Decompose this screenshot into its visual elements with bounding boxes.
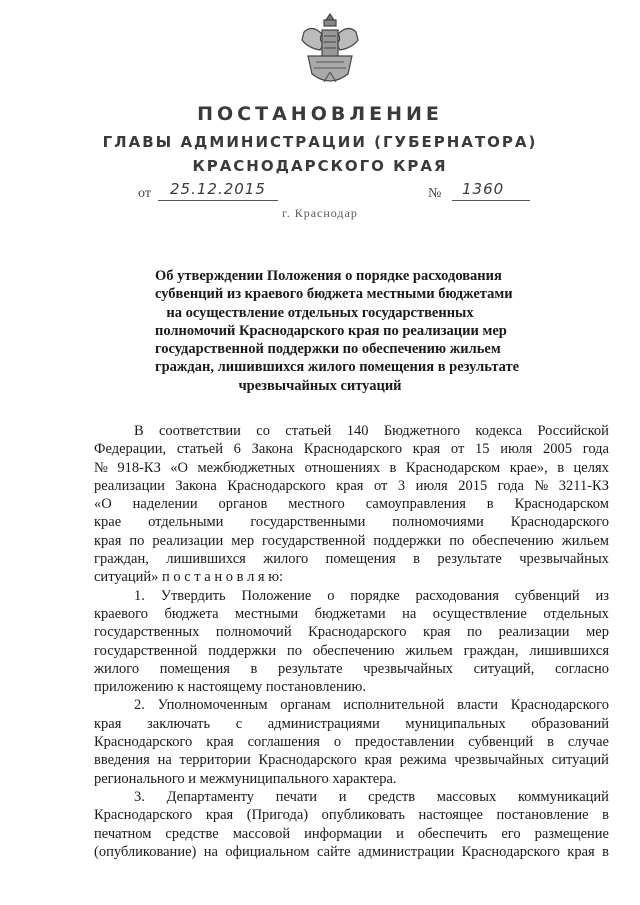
coat-of-arms-emblem bbox=[294, 10, 366, 92]
body-word: № bbox=[94, 459, 108, 476]
body-word: Уполномоченным bbox=[157, 697, 268, 714]
body-word: 3211-КЗ bbox=[558, 477, 609, 494]
title-line: полномочий Краснодарского края по реализации мер bbox=[155, 322, 507, 339]
body-line bbox=[94, 587, 609, 605]
body-word: июля bbox=[500, 441, 533, 458]
body-word: 3. bbox=[134, 788, 145, 805]
body-word: на bbox=[157, 752, 172, 769]
body-word: Утвердить bbox=[160, 587, 226, 604]
body-word: с bbox=[235, 715, 243, 732]
body-word: «О bbox=[94, 496, 112, 513]
issuing-authority-line1: ГЛАВЫ АДМИНИСТРАЦИИ (ГУБЕРНАТОРА) bbox=[102, 133, 538, 151]
body-word: края bbox=[94, 532, 122, 549]
body-word: реализации bbox=[94, 477, 165, 494]
body-line bbox=[94, 495, 609, 513]
body-word: жилого bbox=[263, 551, 309, 568]
body-word: реализации bbox=[152, 532, 224, 549]
body-line bbox=[94, 605, 609, 623]
body-word: края bbox=[94, 715, 122, 732]
body-word: информации bbox=[304, 825, 383, 842]
body-word: порядке bbox=[350, 587, 400, 604]
body-word: Департаменту bbox=[166, 788, 255, 805]
body-word: размещение bbox=[534, 825, 609, 842]
body-word: 140 bbox=[346, 423, 369, 439]
body-line bbox=[94, 550, 609, 568]
number-underline bbox=[452, 200, 530, 201]
body-word: предоставлении bbox=[355, 734, 455, 751]
body-word: края bbox=[364, 752, 392, 769]
body-word: в bbox=[250, 660, 258, 677]
body-word: (опубликование) bbox=[94, 843, 197, 860]
body-word: крае bbox=[94, 514, 122, 531]
body-word: администрациями bbox=[267, 715, 380, 732]
body-word: чрезвычайных bbox=[519, 551, 609, 568]
body-word: года bbox=[497, 477, 524, 494]
body-word: 2005 bbox=[543, 441, 573, 458]
body-line bbox=[94, 715, 609, 733]
body-word: государственной bbox=[94, 642, 198, 659]
body-word: в bbox=[557, 459, 565, 476]
body-word: полномочий bbox=[215, 624, 292, 641]
body-word: государственной bbox=[262, 532, 366, 549]
body-word: отдельными bbox=[148, 514, 224, 531]
body-line bbox=[94, 422, 609, 440]
body-word: в bbox=[602, 807, 609, 824]
body-word: бюджета bbox=[164, 605, 219, 622]
body-word: граждан, bbox=[94, 551, 149, 568]
body-line bbox=[94, 513, 609, 531]
body-word: администрации bbox=[358, 843, 455, 860]
body-word: в bbox=[547, 734, 554, 751]
body-line bbox=[94, 532, 609, 550]
body-word: органов bbox=[218, 496, 268, 513]
body-word: чрезвычайных bbox=[454, 752, 545, 769]
date-value: 25.12.2015 bbox=[170, 180, 266, 198]
body-word: по bbox=[287, 642, 303, 659]
body-word: результате bbox=[437, 551, 502, 568]
body-line bbox=[94, 770, 609, 788]
body-line bbox=[94, 843, 609, 861]
body-word: полномочиями bbox=[392, 514, 484, 531]
body-word: статьей bbox=[285, 423, 332, 439]
body-word: лишившихся bbox=[529, 642, 609, 659]
body-line bbox=[94, 642, 609, 660]
body-word: Закона bbox=[251, 441, 294, 458]
body-word: обеспечению bbox=[472, 532, 554, 549]
body-word: о bbox=[327, 587, 335, 604]
body-word: настоящее bbox=[418, 807, 483, 824]
body-word: 2. bbox=[134, 697, 145, 714]
body-word: коммуникаций bbox=[517, 788, 609, 805]
body-word: и bbox=[396, 825, 404, 842]
body-word: на bbox=[402, 605, 417, 622]
body-word: граждан, bbox=[463, 642, 519, 659]
body-word: Положение bbox=[241, 587, 312, 604]
body-word: самоуправления bbox=[365, 496, 466, 513]
date-underline bbox=[158, 200, 278, 201]
body-word: органам bbox=[280, 697, 331, 714]
body-word: Краснодарского bbox=[94, 807, 193, 824]
body-word: в bbox=[486, 496, 494, 513]
body-word: со bbox=[256, 423, 270, 439]
body-line bbox=[94, 440, 609, 458]
body-word: жильем bbox=[405, 642, 453, 659]
body-word: 1. bbox=[134, 587, 145, 604]
body-word: введения bbox=[94, 752, 150, 769]
body-word: режима bbox=[399, 752, 447, 769]
body-word: 6 bbox=[233, 441, 241, 458]
body-word: субвенций bbox=[468, 734, 534, 751]
body-word: Краснодарского bbox=[461, 843, 560, 860]
title-line: на осуществление отдельных государственных bbox=[166, 304, 474, 321]
body-word: Краснодарского bbox=[510, 697, 609, 714]
body-word: (Пригода) bbox=[246, 807, 309, 824]
body-word: соглашения bbox=[247, 734, 320, 751]
body-word: на bbox=[203, 843, 218, 860]
body-word: Краснодарского bbox=[308, 624, 407, 641]
body-word: июля bbox=[415, 477, 448, 494]
body-word: постановление bbox=[496, 807, 589, 824]
body-word: соответствии bbox=[159, 423, 241, 439]
title-line: Об утверждении Положения о порядке расходования bbox=[155, 268, 502, 284]
body-word: края bbox=[206, 734, 234, 751]
body-word: в bbox=[389, 459, 397, 476]
body-word: результате bbox=[278, 660, 343, 677]
body-word: лишившихся bbox=[166, 551, 246, 568]
body-word: реализации bbox=[498, 624, 570, 641]
body-word: мер bbox=[231, 532, 255, 549]
body-word: местными bbox=[234, 605, 299, 622]
body-word: Федерации, bbox=[94, 441, 167, 458]
body-word: по bbox=[449, 532, 465, 549]
body-line bbox=[94, 733, 609, 751]
body-word: из bbox=[595, 587, 609, 604]
body-word: № bbox=[534, 477, 549, 494]
body-word: его bbox=[501, 825, 521, 842]
body-word: поддержки bbox=[373, 532, 442, 549]
body-word: печатном bbox=[94, 825, 152, 842]
title-line: государственной поддержки по обеспечению жильем bbox=[155, 341, 501, 358]
body-word: власти bbox=[457, 697, 498, 714]
number-prefix: № bbox=[428, 186, 442, 201]
body-word: массовой bbox=[232, 825, 291, 842]
body-word: края bbox=[567, 843, 595, 860]
title-line: субвенций из краевого бюджета местными бюджетами bbox=[155, 286, 513, 303]
body-word: согласно bbox=[554, 660, 609, 677]
body-word: краевого bbox=[94, 605, 148, 622]
body-word: мер bbox=[586, 624, 609, 641]
body-word: от bbox=[450, 441, 465, 458]
body-word: жильем bbox=[561, 532, 609, 549]
body-word: по bbox=[467, 624, 483, 641]
city-name: г. Краснодар bbox=[282, 206, 358, 220]
body-word: помещения bbox=[325, 551, 396, 568]
body-word: печати bbox=[275, 788, 318, 805]
body-word: 15 bbox=[475, 441, 490, 458]
body-word: Краснодарского bbox=[227, 477, 326, 494]
body-word: средстве bbox=[165, 825, 219, 842]
body-word: Краснодарском bbox=[514, 496, 609, 513]
body-word: субвенций bbox=[514, 587, 580, 604]
body-line bbox=[94, 623, 609, 641]
body-line bbox=[94, 696, 609, 714]
body-word: края bbox=[412, 441, 441, 458]
body-line bbox=[94, 806, 609, 824]
body-word: муниципальных bbox=[405, 715, 506, 732]
body-word: ситуаций, bbox=[473, 660, 535, 677]
body-word: бюджетами bbox=[314, 605, 386, 622]
body-word: Закона bbox=[175, 477, 217, 494]
body-word: государственными bbox=[250, 514, 366, 531]
body-line bbox=[94, 568, 609, 586]
body-line bbox=[94, 825, 609, 843]
body-word: наделении bbox=[132, 496, 198, 513]
body-word: случае bbox=[567, 734, 609, 751]
body-word: отношениях bbox=[304, 459, 381, 476]
title-line: чрезвычайных ситуаций bbox=[238, 377, 402, 394]
body-word: помещения bbox=[159, 660, 230, 677]
body-word: обеспечению bbox=[312, 642, 395, 659]
body-word: государственных bbox=[94, 624, 200, 641]
document-subject-title bbox=[155, 267, 520, 395]
body-word: образований bbox=[531, 715, 609, 732]
body-word: Российской bbox=[537, 423, 609, 439]
body-word: края bbox=[423, 624, 451, 641]
body-line bbox=[94, 678, 609, 696]
body-word: целях bbox=[573, 459, 609, 476]
body-word: года bbox=[582, 441, 609, 458]
body-word: кодекса bbox=[475, 423, 523, 439]
title-line: граждан, лишившихся жилого помещения в результате bbox=[155, 359, 520, 376]
body-word: заключать bbox=[147, 715, 211, 732]
body-line bbox=[94, 660, 609, 678]
body-line bbox=[94, 477, 609, 495]
body-line bbox=[94, 788, 609, 806]
body-word: Краснодарского bbox=[510, 514, 609, 531]
body-word: В bbox=[134, 423, 144, 439]
body-word: местного bbox=[288, 496, 345, 513]
body-word: опубликовать bbox=[321, 807, 405, 824]
body-word: 2015 bbox=[458, 477, 488, 494]
body-word: массовых bbox=[436, 788, 497, 805]
body-word: «О bbox=[170, 459, 189, 476]
date-prefix: от bbox=[138, 186, 151, 201]
body-word: от bbox=[373, 477, 388, 494]
body-word: межбюджетных bbox=[197, 459, 296, 476]
body-line bbox=[94, 459, 609, 477]
body-word: края bbox=[205, 807, 234, 824]
body-word: отдельных bbox=[543, 605, 609, 622]
body-word: расходования bbox=[415, 587, 499, 604]
body-word: Бюджетного bbox=[383, 423, 461, 439]
body-word: 918-КЗ bbox=[117, 459, 161, 476]
body-word: 3 bbox=[397, 477, 406, 494]
body-word: средств bbox=[368, 788, 416, 805]
body-word: крае», bbox=[509, 459, 548, 476]
body-word: Краснодарского bbox=[258, 752, 357, 769]
body-word: приложению к настоящему постановлению. bbox=[94, 679, 366, 696]
body-word: в bbox=[413, 551, 420, 568]
body-word: о bbox=[333, 734, 342, 751]
body-word: по bbox=[129, 532, 145, 549]
document-type-title: ПОСТАНОВЛЕНИЕ bbox=[197, 103, 443, 125]
body-word: в bbox=[602, 843, 609, 860]
document-body bbox=[94, 422, 609, 861]
body-word: сайте bbox=[317, 843, 351, 860]
body-word: и bbox=[338, 788, 347, 805]
body-word: официальном bbox=[225, 843, 310, 860]
body-word: Краснодарского bbox=[94, 734, 193, 751]
body-word: края bbox=[336, 477, 364, 494]
body-word: обеспечить bbox=[417, 825, 488, 842]
date-number-row bbox=[0, 180, 640, 206]
body-word: регионального и межмуниципального характера. bbox=[94, 770, 397, 787]
number-value: 1360 bbox=[462, 180, 505, 198]
body-word: исполнительной bbox=[343, 697, 445, 714]
body-word: Краснодарском bbox=[405, 459, 501, 476]
body-word: жилого bbox=[94, 660, 140, 677]
body-word: статьей bbox=[176, 441, 223, 458]
body-word: территории bbox=[179, 752, 251, 769]
body-word: чрезвычайных bbox=[363, 660, 453, 677]
body-word: ситуаций» п о с т а н о в л я ю: bbox=[94, 569, 284, 586]
body-word: Краснодарского bbox=[303, 441, 403, 458]
body-word: поддержки bbox=[208, 642, 277, 659]
issuing-authority-line2: КРАСНОДАРСКОГО КРАЯ bbox=[192, 157, 448, 175]
body-word: ситуаций bbox=[551, 752, 609, 769]
body-word: осуществление bbox=[432, 605, 527, 622]
body-line bbox=[94, 751, 609, 769]
